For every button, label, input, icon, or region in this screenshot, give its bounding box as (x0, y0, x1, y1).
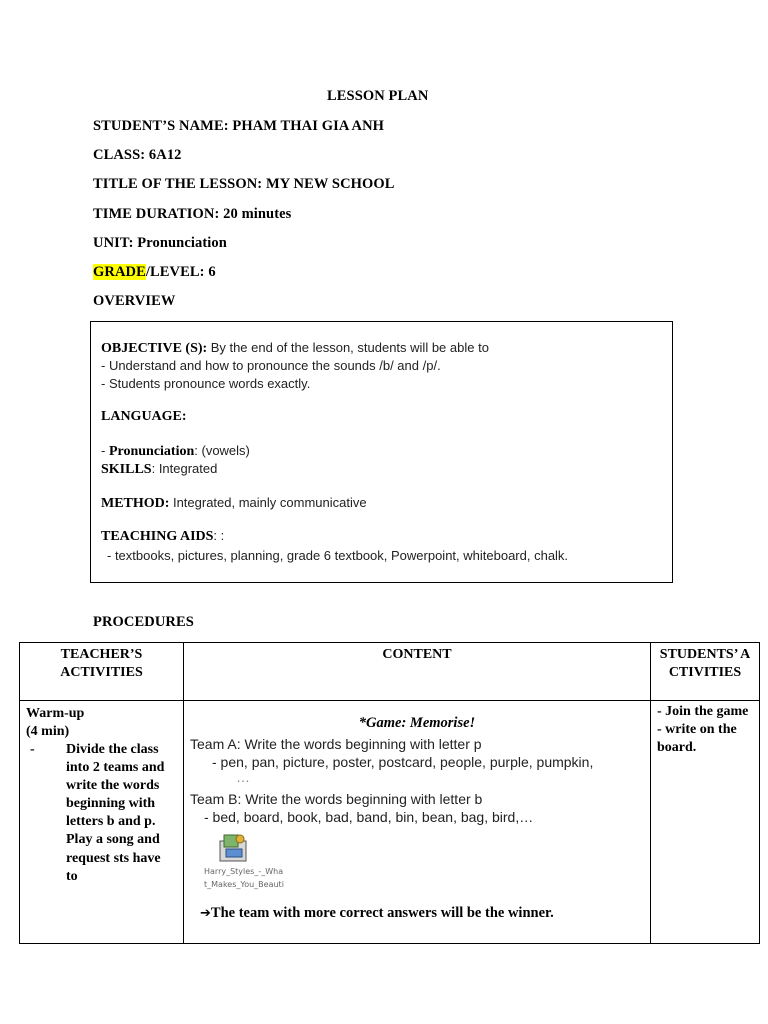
teaching-aids-label: TEACHING AIDS (101, 529, 214, 544)
class-label: CLASS: (93, 147, 146, 163)
unit-label: UNIT: (93, 235, 134, 251)
class-line (93, 147, 182, 164)
teaching-aids-value: - textbooks, pictures, planning, grade 6 textbook, Powerpoint, whiteboard, chalk. (107, 548, 569, 563)
embedded-audio-object[interactable] (204, 831, 314, 891)
level-label: /LEVEL: (145, 264, 205, 280)
student-name-value: PHAM THAI GIA ANH (232, 118, 385, 134)
team-b-words: - bed, board, book, bad, band, bin, bean, bag, bird,… (204, 809, 534, 825)
winner-note (200, 905, 554, 922)
duration-line (93, 206, 291, 223)
arrow-right-icon: ➔ (200, 906, 211, 921)
language-label-text: LANGUAGE: (101, 409, 187, 424)
student-activities-cell (651, 701, 760, 944)
column-header: CONTENT (184, 643, 651, 701)
method-label: METHOD: (101, 496, 170, 511)
duration-label: TIME DURATION: (93, 206, 220, 222)
language-label (101, 409, 187, 425)
skills-line (101, 461, 217, 478)
lesson-title-label: TITLE OF THE LESSON: (93, 176, 263, 192)
pronunciation-label: Pronunciation (108, 444, 195, 459)
team-a-more: … (236, 769, 250, 785)
grade-level-line (93, 264, 216, 281)
game-title: *Game: Memorise! (358, 715, 476, 731)
pronunciation-prefix: - (101, 443, 109, 458)
unit-line (93, 235, 227, 252)
media-file-icon (214, 831, 254, 865)
pronunciation-value: : (vowels) (194, 443, 250, 458)
teacher-steps (20, 741, 183, 886)
objective-text: By the end of the lesson, students will be able to (210, 340, 489, 355)
student-activity: - Join the game (657, 704, 749, 719)
team-b-instruction: Team B: Write the words beginning with letter b (190, 791, 483, 807)
objective-item-1: - Understand and how to pronounce the sounds /b/ and /p/. (101, 358, 441, 373)
table-row (20, 701, 760, 944)
content-cell (184, 701, 651, 944)
overview-box (90, 321, 673, 583)
stage-label: Warm-up (26, 706, 85, 721)
student-activity: - write on the board. (657, 722, 737, 755)
student-name-line (93, 118, 384, 135)
teacher-activities-cell (20, 701, 184, 944)
lesson-title-value: MY NEW SCHOOL (265, 176, 395, 192)
stage-time: (4 min) (26, 724, 70, 739)
objective-item-2: - Students pronounce words exactly. (101, 376, 311, 391)
student-name-label: STUDENT’S NAME: (93, 118, 229, 134)
method-value: Integrated, mainly communicative (172, 495, 367, 510)
teaching-aids-suffix: : : (213, 528, 225, 543)
grade-label: GRADE (93, 264, 146, 280)
team-a-words: - pen, pan, picture, poster, postcard, people, purple, pumpkin, (212, 754, 594, 770)
overview-heading: OVERVIEW (93, 293, 176, 309)
teaching-aids-line (101, 528, 224, 545)
document-title: LESSON PLAN (327, 88, 429, 104)
team-a-instruction: Team A: Write the words beginning with letter p (190, 736, 482, 752)
skills-value: : Integrated (151, 461, 218, 476)
unit-value: Pronunciation (137, 235, 227, 251)
objective-item (101, 358, 441, 375)
level-value: 6 (208, 264, 216, 280)
column-header: STUDENTS’ ACTIVITIES (651, 643, 760, 701)
class-value: 6A12 (148, 147, 182, 163)
objective-line (101, 340, 489, 357)
media-caption: t_Makes_You_Beauti (204, 880, 284, 889)
procedures-table (19, 642, 760, 944)
duration-value: 20 minutes (223, 206, 292, 222)
media-caption: Harry_Styles_-_Wha (204, 867, 284, 876)
list-item: - Divide the class into 2 teams and write the words beginning with letters b and p. Play a song and request sts have to (20, 741, 183, 886)
method-line (101, 495, 367, 512)
winner-text: The team with more correct answers will be the winner. (210, 905, 554, 921)
column-header: TEACHER’S ACTIVITIES (20, 643, 184, 701)
table-header-row (20, 643, 760, 701)
objective-item (101, 376, 310, 393)
pronunciation-line (101, 443, 250, 460)
lesson-title-line (93, 176, 395, 193)
objective-label: OBJECTIVE (S): (101, 341, 208, 356)
skills-label: SKILLS (101, 462, 152, 477)
teaching-aids-list (107, 548, 568, 565)
procedures-heading: PROCEDURES (93, 614, 194, 630)
